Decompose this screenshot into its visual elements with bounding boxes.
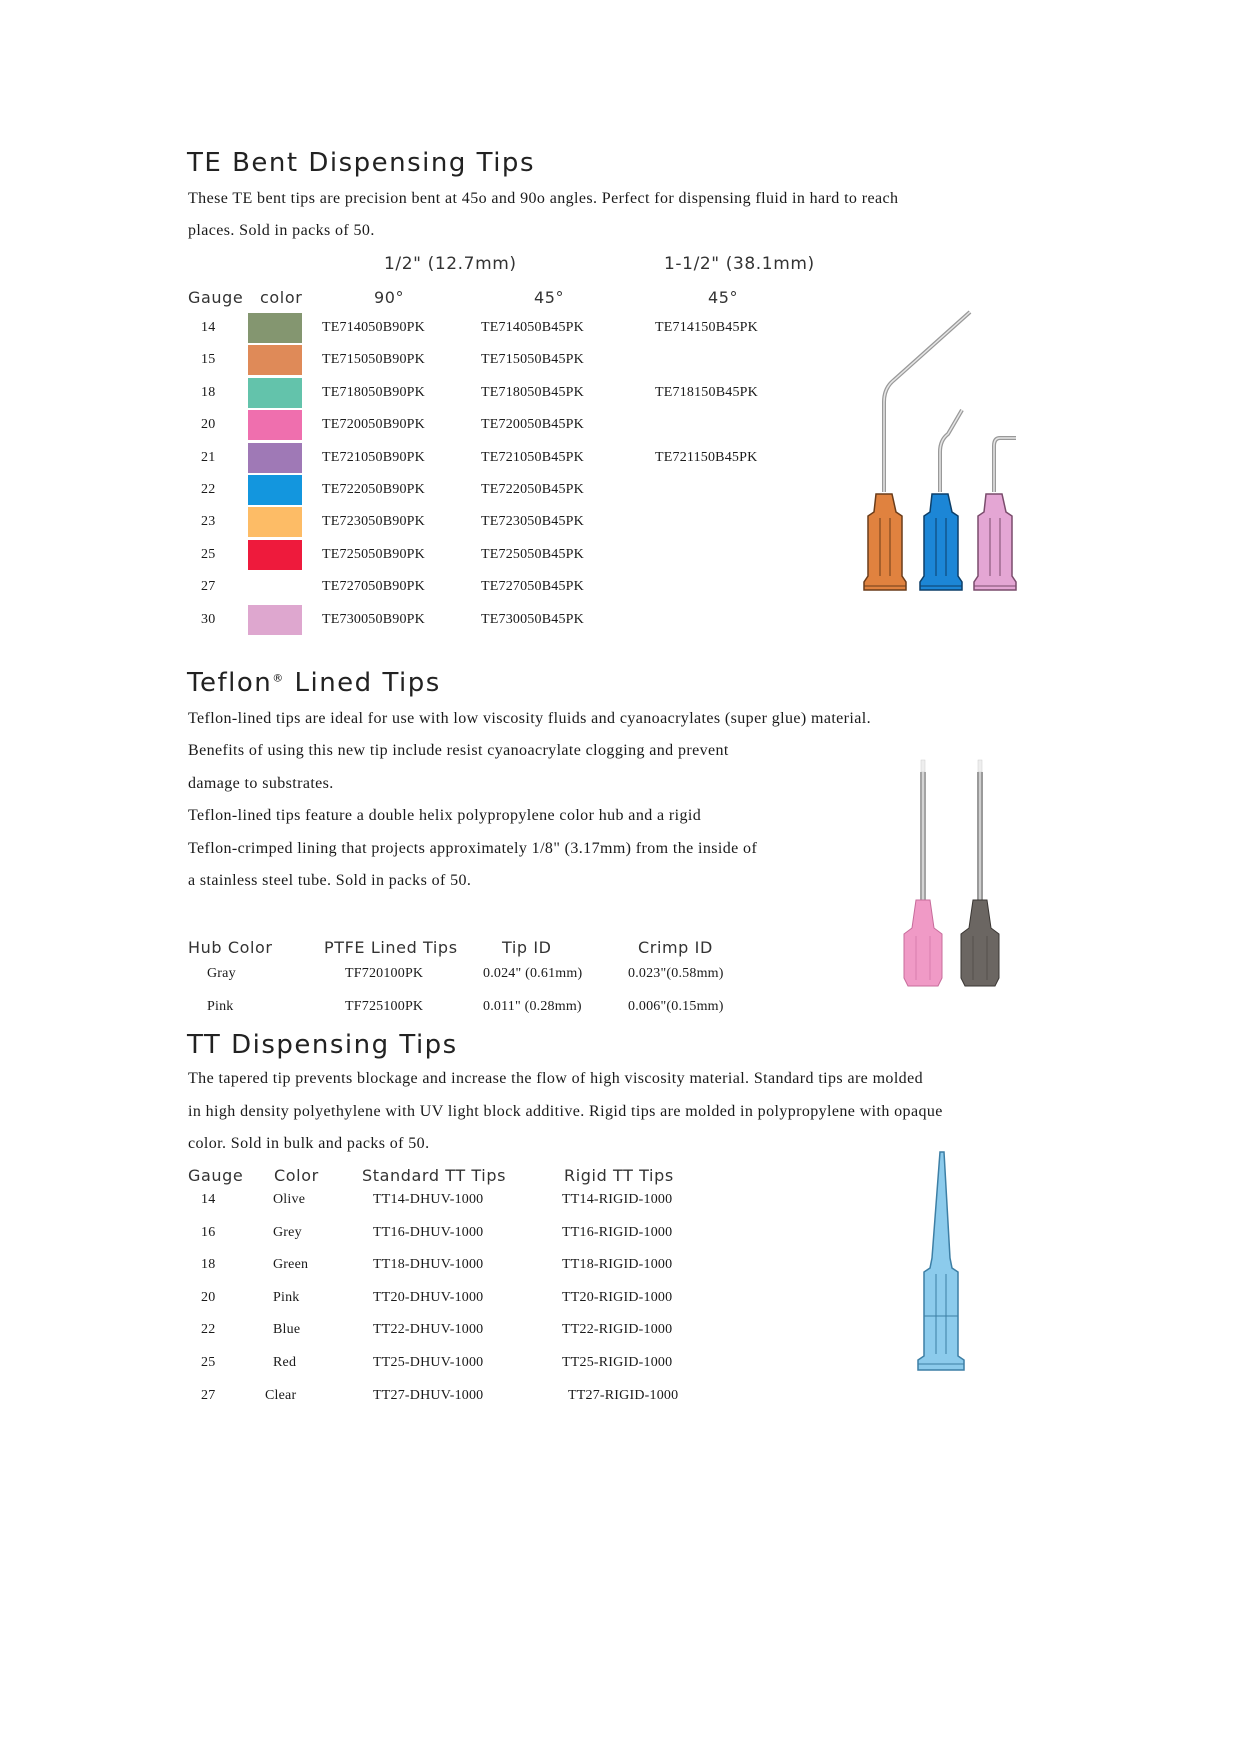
tt-gauge-cell: 14 — [201, 1192, 216, 1207]
tt-tip-image — [906, 1148, 976, 1382]
te-gauge-cell: 20 — [201, 417, 216, 433]
te-color-swatch — [248, 475, 302, 505]
teflon-title-rest: Lined Tips — [284, 668, 441, 698]
teflon-tip-id-cell: 0.024" (0.61mm) — [483, 966, 583, 981]
te-part-90-cell: TE714050B90PK — [322, 320, 425, 335]
te-color-swatch — [248, 345, 302, 375]
te-part-90-cell: TE725050B90PK — [322, 546, 425, 562]
tt-color-cell: Clear — [265, 1387, 297, 1403]
te-part-45-cell: TE715050B45PK — [481, 352, 584, 368]
teflon-title-main: Teflon — [187, 668, 273, 698]
te-gauge-cell: 27 — [201, 579, 216, 595]
teflon-crimp-id-cell: 0.006"(0.15mm) — [628, 999, 724, 1014]
tt-gauge-cell: 25 — [201, 1355, 216, 1370]
te-bent-tip-blue — [920, 410, 962, 590]
teflon-tip-pink — [904, 760, 942, 986]
te-part-90-cell: TE722050B90PK — [322, 482, 425, 497]
te-gauge-cell: 15 — [201, 352, 216, 368]
te-color-swatch — [248, 443, 302, 473]
tt-rigid-cell: TT22-RIGID-1000 — [562, 1322, 673, 1338]
te-part-45-cell: TE720050B45PK — [481, 417, 584, 433]
tt-rigid-cell: TT27-RIGID-1000 — [568, 1387, 679, 1403]
tt-gauge-cell: 22 — [201, 1322, 216, 1338]
te-part-90-cell: TE715050B90PK — [322, 352, 425, 368]
tt-gauge-cell: 16 — [201, 1224, 216, 1240]
te-color-swatch — [248, 313, 302, 343]
te-description-line-2: places. Sold in packs of 50. — [188, 222, 375, 239]
tt-col-standard: Standard TT Tips — [362, 1166, 507, 1185]
te-color-swatch — [248, 378, 302, 408]
te-description-line-1: These TE bent tips are precision bent at 45o and 90o angles. Perfect for dispensing fluid in hard to reach — [188, 190, 899, 207]
teflon-hub-cell: Gray — [207, 966, 236, 981]
tt-rigid-cell: TT20-RIGID-1000 — [562, 1289, 673, 1305]
tt-section-title: TT Dispensing Tips — [187, 1030, 458, 1060]
teflon-part-cell: TF720100PK — [345, 966, 424, 981]
te-col-90: 90° — [374, 288, 405, 307]
teflon-description-line-6: a stainless steel tube. Sold in packs of 50. — [188, 872, 472, 889]
te-length-header-one-half: 1-1/2" (38.1mm) — [664, 254, 815, 274]
tt-color-cell: Grey — [273, 1224, 302, 1240]
tt-standard-cell: TT14-DHUV-1000 — [373, 1192, 484, 1207]
teflon-col-ptfe: PTFE Lined Tips — [324, 938, 458, 957]
te-part-45-cell: TE725050B45PK — [481, 546, 584, 562]
te-color-swatch — [248, 572, 302, 602]
tt-gauge-cell: 27 — [201, 1387, 216, 1403]
teflon-description-line-2: Benefits of using this new tip include resist cyanoacrylate clogging and prevent — [188, 742, 729, 759]
te-color-swatch — [248, 507, 302, 537]
te-bent-tips-image — [858, 306, 1030, 596]
teflon-tips-image — [894, 752, 1010, 992]
te-gauge-cell: 23 — [201, 514, 216, 530]
teflon-tip-gray — [961, 760, 999, 986]
teflon-description-line-3: damage to substrates. — [188, 775, 334, 792]
teflon-part-cell: TF725100PK — [345, 999, 424, 1014]
te-part-45-cell: TE730050B45PK — [481, 611, 584, 627]
teflon-description-line-4: Teflon-lined tips feature a double helix polypropylene color hub and a rigid — [188, 807, 702, 824]
te-part-45-cell: TE714050B45PK — [481, 320, 584, 335]
te-part-90-cell: TE723050B90PK — [322, 514, 425, 530]
teflon-col-tip-id: Tip ID — [502, 938, 552, 957]
te-col-gauge: Gauge — [188, 288, 244, 307]
tt-description-line-1: The tapered tip prevents blockage and increase the flow of high viscosity material. Standard tips are molded — [188, 1070, 923, 1087]
tt-gauge-cell: 20 — [201, 1289, 216, 1305]
te-gauge-cell: 30 — [201, 611, 216, 627]
teflon-title-registered: ® — [272, 671, 285, 685]
te-gauge-cell: 21 — [201, 449, 216, 465]
te-part-90-cell: TE727050B90PK — [322, 579, 425, 595]
tt-standard-cell: TT16-DHUV-1000 — [373, 1224, 484, 1240]
tt-standard-cell: TT22-DHUV-1000 — [373, 1322, 484, 1338]
tt-standard-cell: TT20-DHUV-1000 — [373, 1289, 484, 1305]
te-part-90-cell: TE721050B90PK — [322, 449, 425, 465]
tt-rigid-cell: TT18-RIGID-1000 — [562, 1257, 673, 1273]
tt-col-gauge: Gauge — [188, 1166, 244, 1185]
te-part-45-cell: TE722050B45PK — [481, 482, 584, 497]
te-part-45-cell: TE727050B45PK — [481, 579, 584, 595]
tt-color-cell: Red — [273, 1355, 297, 1370]
tt-description-line-3: color. Sold in bulk and packs of 50. — [188, 1135, 430, 1152]
te-col-45: 45° — [534, 288, 565, 307]
te-part-90-cell: TE730050B90PK — [322, 611, 425, 627]
te-bent-tip-pink — [974, 438, 1016, 590]
te-col-45-long: 45° — [708, 288, 739, 307]
te-part-90-cell: TE720050B90PK — [322, 417, 425, 433]
tt-rigid-cell: TT16-RIGID-1000 — [562, 1224, 673, 1240]
te-gauge-cell: 14 — [201, 320, 216, 335]
te-part-45-cell: TE718050B45PK — [481, 384, 584, 400]
te-length-header-half: 1/2" (12.7mm) — [384, 254, 517, 274]
tt-color-cell: Blue — [273, 1322, 301, 1338]
te-gauge-cell: 25 — [201, 546, 216, 562]
te-part-45-cell: TE721050B45PK — [481, 449, 584, 465]
te-part-45-cell: TE723050B45PK — [481, 514, 584, 530]
te-color-swatch — [248, 410, 302, 440]
tt-color-cell: Green — [273, 1257, 309, 1273]
tt-color-cell: Pink — [273, 1289, 300, 1305]
te-color-swatch — [248, 540, 302, 570]
tt-standard-cell: TT25-DHUV-1000 — [373, 1355, 484, 1370]
te-gauge-cell: 18 — [201, 384, 216, 400]
tt-col-color: Color — [274, 1166, 319, 1185]
tt-color-cell: Olive — [273, 1192, 306, 1207]
teflon-crimp-id-cell: 0.023"(0.58mm) — [628, 966, 724, 981]
tt-rigid-cell: TT14-RIGID-1000 — [562, 1192, 673, 1207]
te-part-90-cell: TE718050B90PK — [322, 384, 425, 400]
te-part-45-long-cell: TE714150B45PK — [655, 320, 758, 335]
tt-rigid-cell: TT25-RIGID-1000 — [562, 1355, 673, 1370]
tt-standard-cell: TT27-DHUV-1000 — [373, 1387, 484, 1403]
teflon-hub-cell: Pink — [207, 999, 234, 1014]
teflon-col-hub-color: Hub Color — [188, 938, 273, 957]
te-section-title: TE Bent Dispensing Tips — [187, 148, 535, 178]
teflon-description-line-1: Teflon-lined tips are ideal for use with low viscosity fluids and cyanoacrylates (super glue) material. — [188, 710, 871, 727]
teflon-col-crimp-id: Crimp ID — [638, 938, 713, 957]
tt-col-rigid: Rigid TT Tips — [564, 1166, 674, 1185]
teflon-section-title — [187, 668, 441, 698]
tt-standard-cell: TT18-DHUV-1000 — [373, 1257, 484, 1273]
teflon-description-line-5: Teflon-crimped lining that projects approximately 1/8" (3.17mm) from the inside of — [188, 840, 758, 857]
te-part-45-long-cell: TE721150B45PK — [655, 449, 758, 465]
tt-gauge-cell: 18 — [201, 1257, 216, 1273]
te-color-swatch — [248, 605, 302, 635]
te-part-45-long-cell: TE718150B45PK — [655, 384, 758, 400]
tt-description-line-2: in high density polyethylene with UV light block additive. Rigid tips are molded in polypropylene with opaque — [188, 1103, 943, 1120]
te-gauge-cell: 22 — [201, 482, 216, 497]
te-col-color: color — [260, 288, 303, 307]
teflon-tip-id-cell: 0.011" (0.28mm) — [483, 999, 582, 1014]
